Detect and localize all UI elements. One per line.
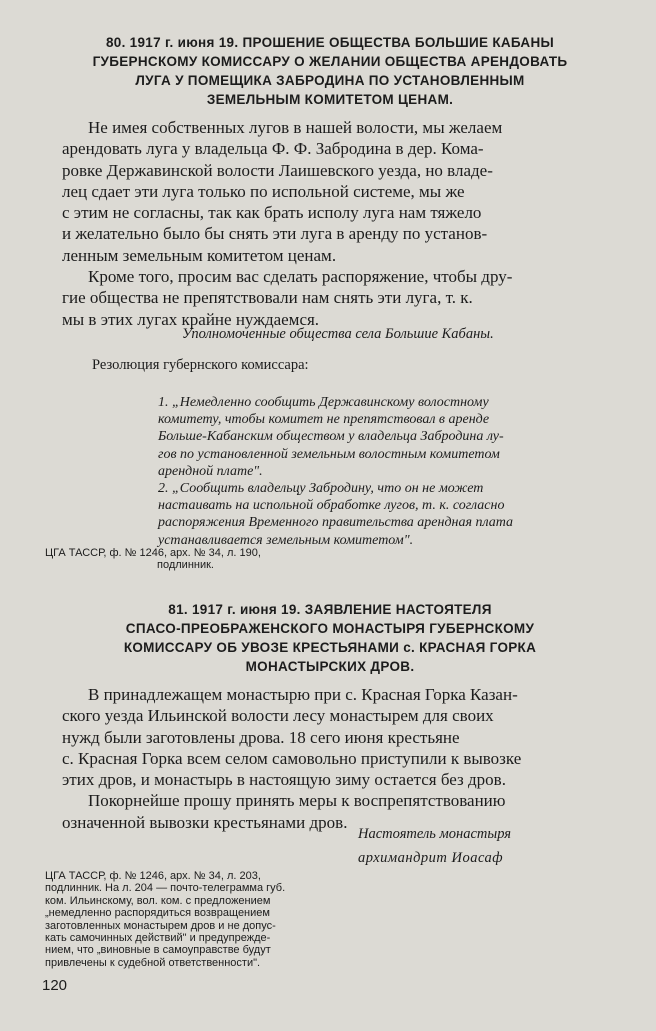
doc81-heading — [40, 600, 620, 676]
heading-line: ГУБЕРНСКОМУ КОМИССАРУ О ЖЕЛАНИИ ОБЩЕСТВА АРЕНДОВАТЬ — [92, 54, 568, 69]
page-number: 120 — [42, 977, 68, 994]
body-line: В принадлежащем монастырю при с. Красная Горка Казан- — [88, 685, 518, 704]
body-line: нужд были заготовлены дрова. 18 сего июня крестьяне — [62, 727, 460, 747]
source-line: кать самочинных действий" и предупрежде- — [45, 932, 271, 945]
resolution-line: 1. „Немедленно сообщить Державинскому волостному — [158, 395, 489, 410]
body-line: Покорнейше прошу принять меры к воспрепятствованию — [88, 791, 506, 811]
body-line: лец сдает эти луга только по испольной системе, мы же — [62, 181, 465, 201]
body-line: мы в этих лугах крайне нуждаемся. — [62, 309, 320, 329]
source-line: подлинник. На л. 204 — почто-телеграмма губ. — [45, 882, 286, 895]
doc80-source — [45, 547, 261, 572]
doc81-body — [62, 684, 618, 833]
resolution-line: арендной плате". — [158, 463, 263, 479]
resolution-line: настаивать на испольной обработке лугов, т. к. согласно — [158, 498, 505, 514]
source-line: подлинник. — [157, 559, 214, 572]
resolution-line: Больше-Кабанским обществом у владельца Забродина лу- — [158, 429, 504, 445]
body-line: арендовать луга у владельца Ф. Ф. Забродина в дер. Кома- — [62, 139, 484, 159]
heading-line: 80. 1917 г. июня 19. ПРОШЕНИЕ ОБЩЕСТВА БОЛЬШИЕ КАБАНЫ — [105, 35, 555, 50]
body-line: ского уезда Ильинской волости лесу монастырем для своих — [62, 706, 494, 726]
doc81-signature-title: Настоятель монастыря — [358, 826, 511, 842]
body-line: Не имея собственных лугов в нашей волости, мы желаем — [88, 118, 503, 137]
source-line: ЦГА ТАССР, ф. № 1246, арх. № 34, л. 190, — [45, 547, 261, 559]
doc80-signature: Уполномоченные общества села Большие Кабаны. — [182, 326, 494, 342]
heading-line: СПАСО-ПРЕОБРАЖЕНСКОГО МОНАСТЫРЯ ГУБЕРНСКОМУ — [125, 621, 535, 636]
body-line: с этим не согласны, так как брать исполу луга нам тяжело — [62, 203, 482, 223]
resolution-line: 2. „Сообщить владельцу Забродину, что он не может — [158, 481, 484, 497]
heading-line: 81. 1917 г. июня 19. ЗАЯВЛЕНИЕ НАСТОЯТЕЛЯ — [168, 602, 492, 617]
body-line: гие общества не препятствовали нам снять эти луга, т. к. — [62, 288, 473, 308]
body-line: Кроме того, просим вас сделать распоряжение, чтобы дру- — [88, 267, 513, 287]
resolution-text — [158, 394, 618, 549]
doc81-signature-name: архимандрит Иоасаф — [358, 850, 504, 866]
body-line: с. Красная Горка всем селом самовольно приступили к вывозке — [62, 748, 522, 768]
heading-line: ЗЕМЕЛЬНЫМ КОМИТЕТОМ ЦЕНАМ. — [206, 92, 454, 107]
body-line: ленным земельным комитетом ценам. — [62, 245, 337, 265]
source-line: привлечены к судебной ответственности". — [45, 956, 261, 969]
body-line: означенной вывозки крестьянами дров. — [62, 812, 348, 832]
doc80-body — [62, 117, 618, 330]
resolution-line: гов по установленной земельным волостным комитетом — [158, 446, 500, 462]
doc80-heading — [40, 33, 620, 109]
heading-line: ЛУГА У ПОМЕЩИКА ЗАБРОДИНА ПО УСТАНОВЛЕННЫМ — [135, 73, 525, 88]
resolution-title: Резолюция губернского комиссара: — [92, 357, 309, 373]
doc81-source — [45, 870, 285, 969]
body-line: ровке Державинской волости Лаишевского уезда, но владе- — [62, 160, 493, 180]
source-line: ЦГА ТАССР, ф. № 1246, арх. № 34, л. 203, — [45, 870, 261, 882]
resolution-line: комитету, чтобы комитет не препятствовал в аренде — [158, 412, 490, 428]
heading-line: КОМИССАРУ ОБ УВОЗЕ КРЕСТЬЯНАМИ с. КРАСНАЯ ГОРКА — [123, 640, 537, 655]
source-line: „немедленно распорядиться возвращением — [45, 907, 270, 920]
source-line: заготовленных монастырем дров и не допус- — [45, 919, 276, 932]
source-line: ком. Ильинскому, вол. ком. с предложением — [45, 894, 271, 907]
body-line: этих дров, и монастырь в настоящую зиму остается без дров. — [62, 770, 506, 790]
resolution-line: устанавливается земельным комитетом". — [158, 532, 414, 548]
heading-line: МОНАСТЫРСКИХ ДРОВ. — [245, 659, 415, 674]
source-line: нием, что „виновные в самоуправстве будут — [45, 944, 271, 957]
resolution-line: распоряжения Временного правительства арендная плата — [158, 515, 514, 531]
body-line: и желательно было бы снять эти луга в аренду по установ- — [62, 224, 488, 244]
